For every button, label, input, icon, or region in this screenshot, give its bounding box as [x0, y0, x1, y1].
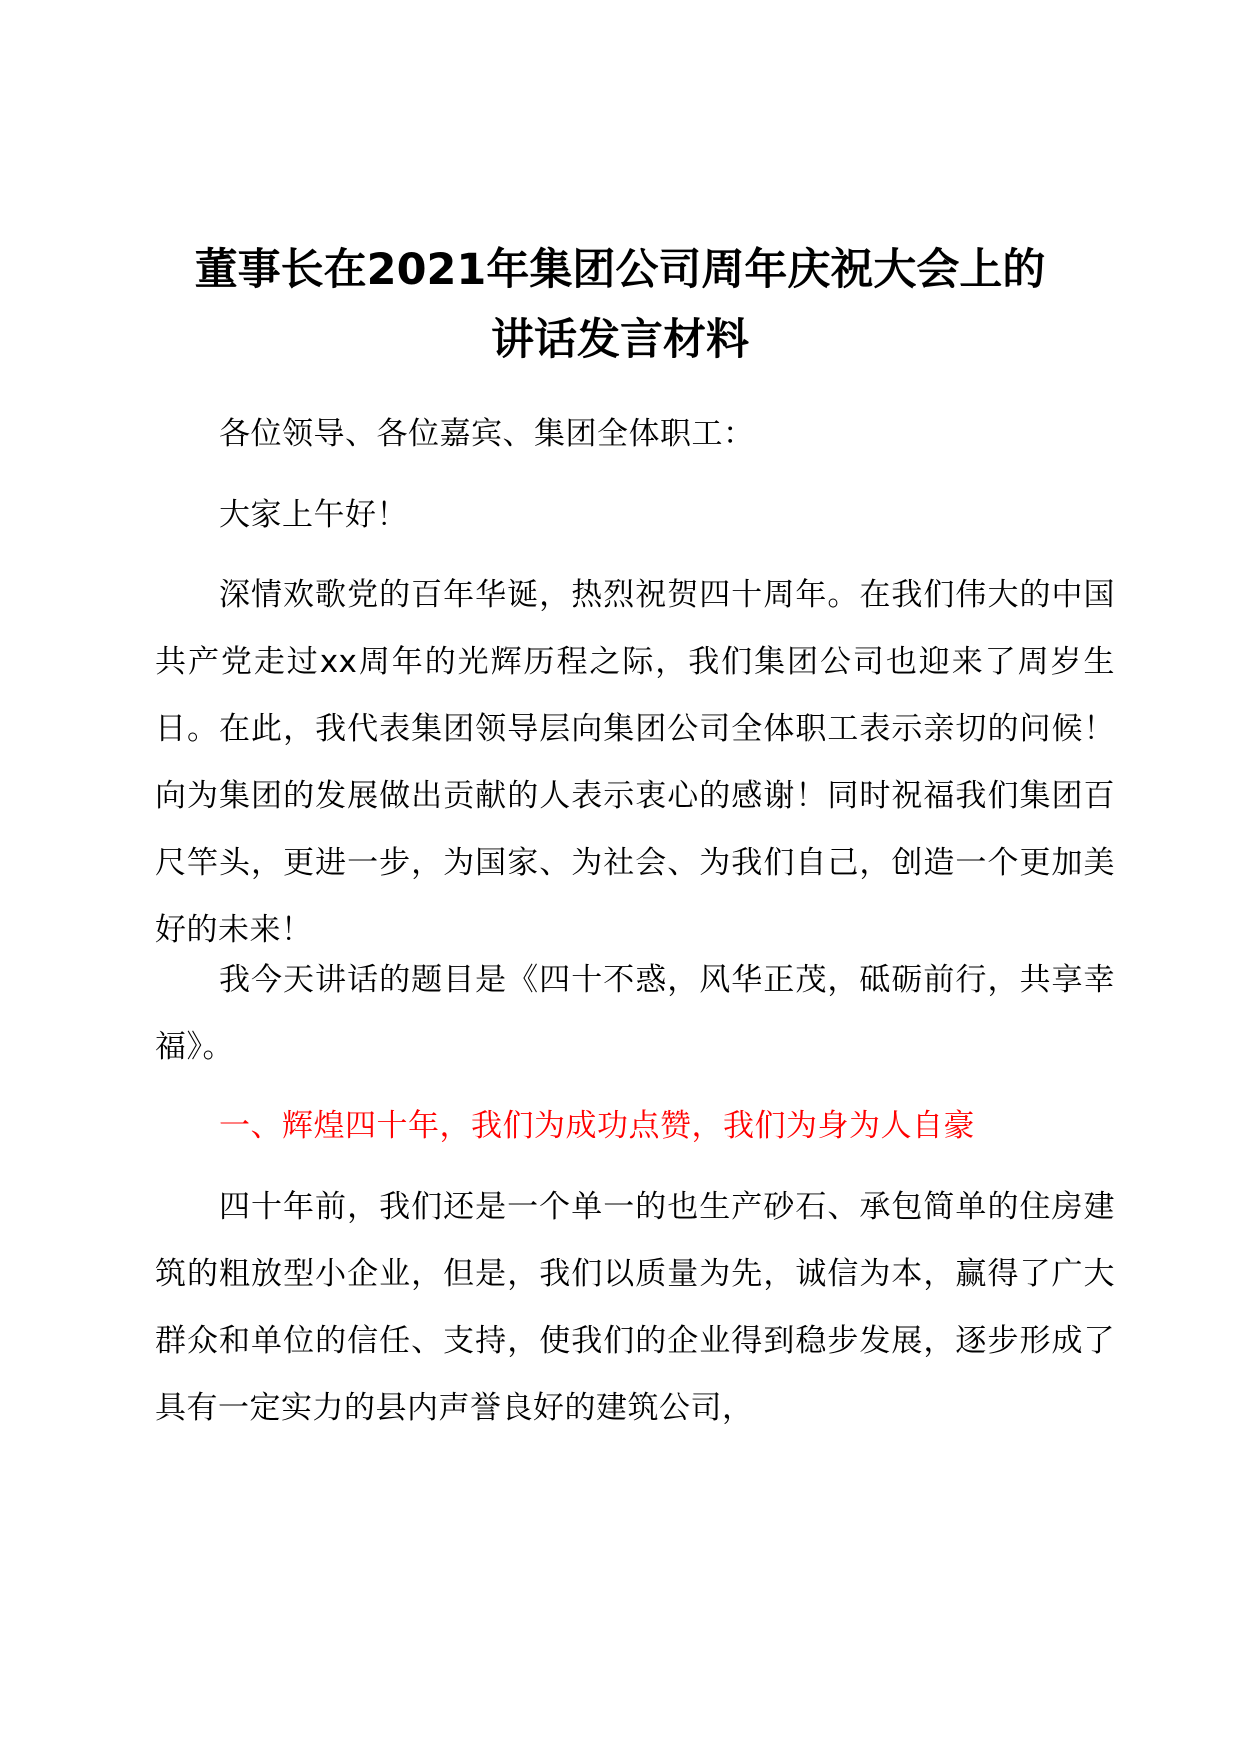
paragraph-3: 四十年前，我们还是一个单一的也生产砂石、承包简单的住房建筑的粗放型小企业，但是，我们以质量为先，诚信为本，赢得了广大群众和单位的信任、支持，使我们的企业得到稳步发展，逐步形成了具有一定实力的县内声誉良好的建筑公司， [155, 1189, 1115, 1426]
title-line-2: 讲话发言材料 [491, 315, 749, 365]
paragraph-2: 我今天讲话的题目是《四十不惑，风华正茂，砥砺前行，共享幸福》。 [155, 962, 1115, 1065]
greeting: 大家上午好！ [219, 497, 408, 533]
paragraph-1: 深情欢歌党的百年华诞，热烈祝贺四十周年。在我们伟大的中国共产党走过xx周年的光辉历程之际，我们集团公司也迎来了周岁生日。在此，我代表集团领导层向集团公司全体职工表示亲切的问候！向为集团的发展做出贡献的人表示衷心的感谢！同时祝福我们集团百尺竿头，更进一步，为国家、为社会、为我们自己，创造一个更加美好的未来！ [155, 577, 1115, 948]
document-title [120, 235, 1120, 375]
title-line-1: 董事长在2021年集团公司周年庆祝大会上的 [194, 245, 1046, 295]
salutation: 各位领导、各位嘉宾、集团全体职工： [219, 416, 755, 452]
section-1-heading: 一、辉煌四十年，我们为成功点赞，我们为身为人自豪 [219, 1108, 975, 1144]
